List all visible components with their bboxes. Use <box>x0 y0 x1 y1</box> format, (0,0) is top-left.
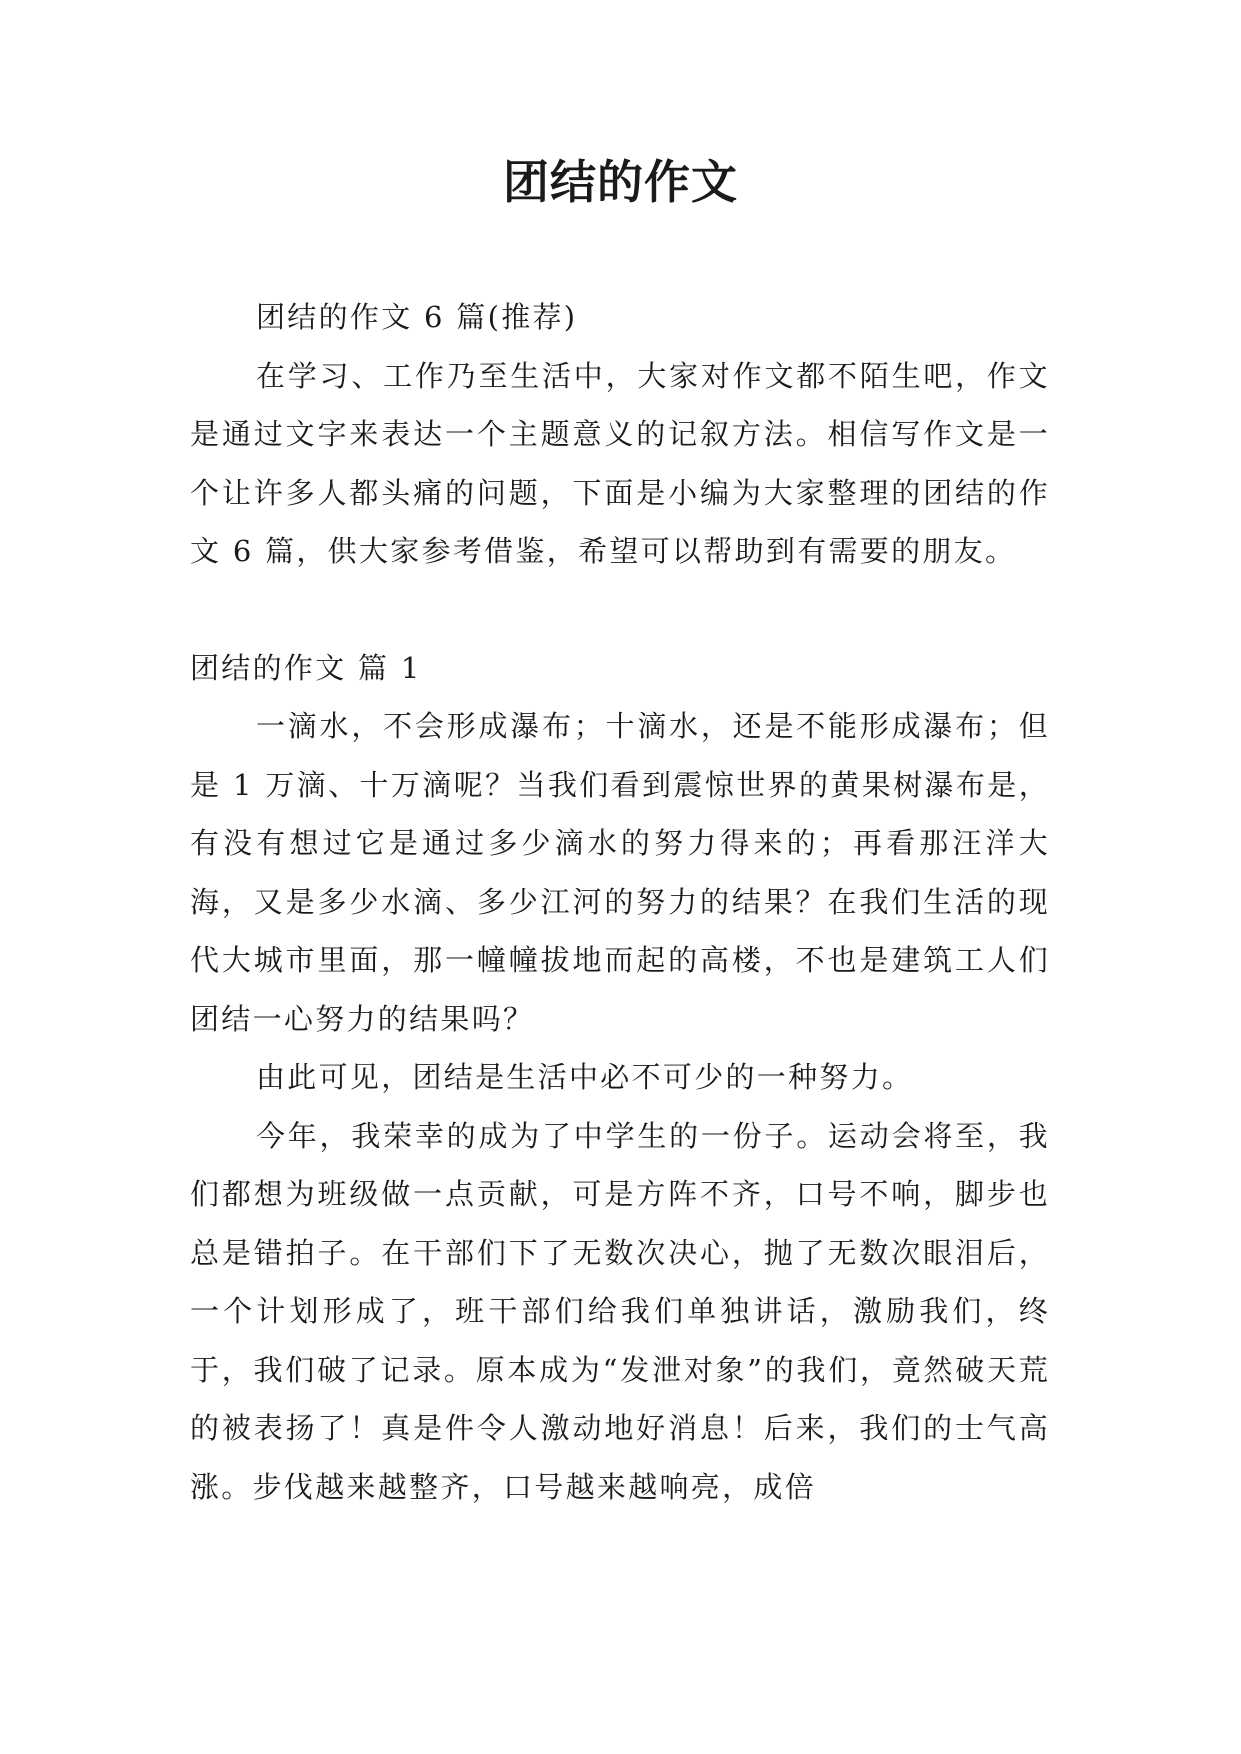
document-subtitle: 团结的作文 6 篇(推荐) <box>256 300 578 334</box>
body-paragraph: 一滴水，不会形成瀑布；十滴水，还是不能形成瀑布；但是 1 万滴、十万滴呢？当我们看到震惊世界的黄果树瀑布是，有没有想过它是通过多少滴水的努力得来的；再看那汪洋大海，又是多少水滴、多少江河的努力的结果？在我们生活的现代大城市里面，那一幢幢拔地而起的高楼，不也是建筑工人们团结一心努力的结果吗？ <box>190 709 1050 1036</box>
document-title: 团结的作文 <box>503 155 738 209</box>
intro-paragraph: 在学习、工作乃至生活中，大家对作文都不陌生吧，作文是通过文字来表达一个主题意义的记叙方法。相信写作文是一个让许多人都头痛的问题，下面是小编为大家整理的团结的作文 6 篇，供大家参考借鉴，希望可以帮助到有需要的朋友。 <box>190 358 1050 568</box>
body-paragraph: 由此可见，团结是生活中必不可少的一种努力。 <box>256 1060 914 1094</box>
document-body <box>190 288 1050 1516</box>
section-spacer <box>190 581 1050 639</box>
section-heading: 团结的作文 篇 1 <box>190 650 422 685</box>
body-paragraph: 今年，我荣幸的成为了中学生的一份子。运动会将至，我们都想为班级做一点贡献，可是方阵不齐，口号不响，脚步也总是错拍子。在干部们下了无数次决心，抛了无数次眼泪后，一个计划形成了，班干部们给我们单独讲话，激励我们，终于，我们破了记录。原本成为“发泄对象”的我们，竟然破天荒的被表扬了！真是件令人激动地好消息！后来，我们的士气高涨。步伐越来越整齐，口号越来越响亮，成倍 <box>190 1118 1050 1504</box>
